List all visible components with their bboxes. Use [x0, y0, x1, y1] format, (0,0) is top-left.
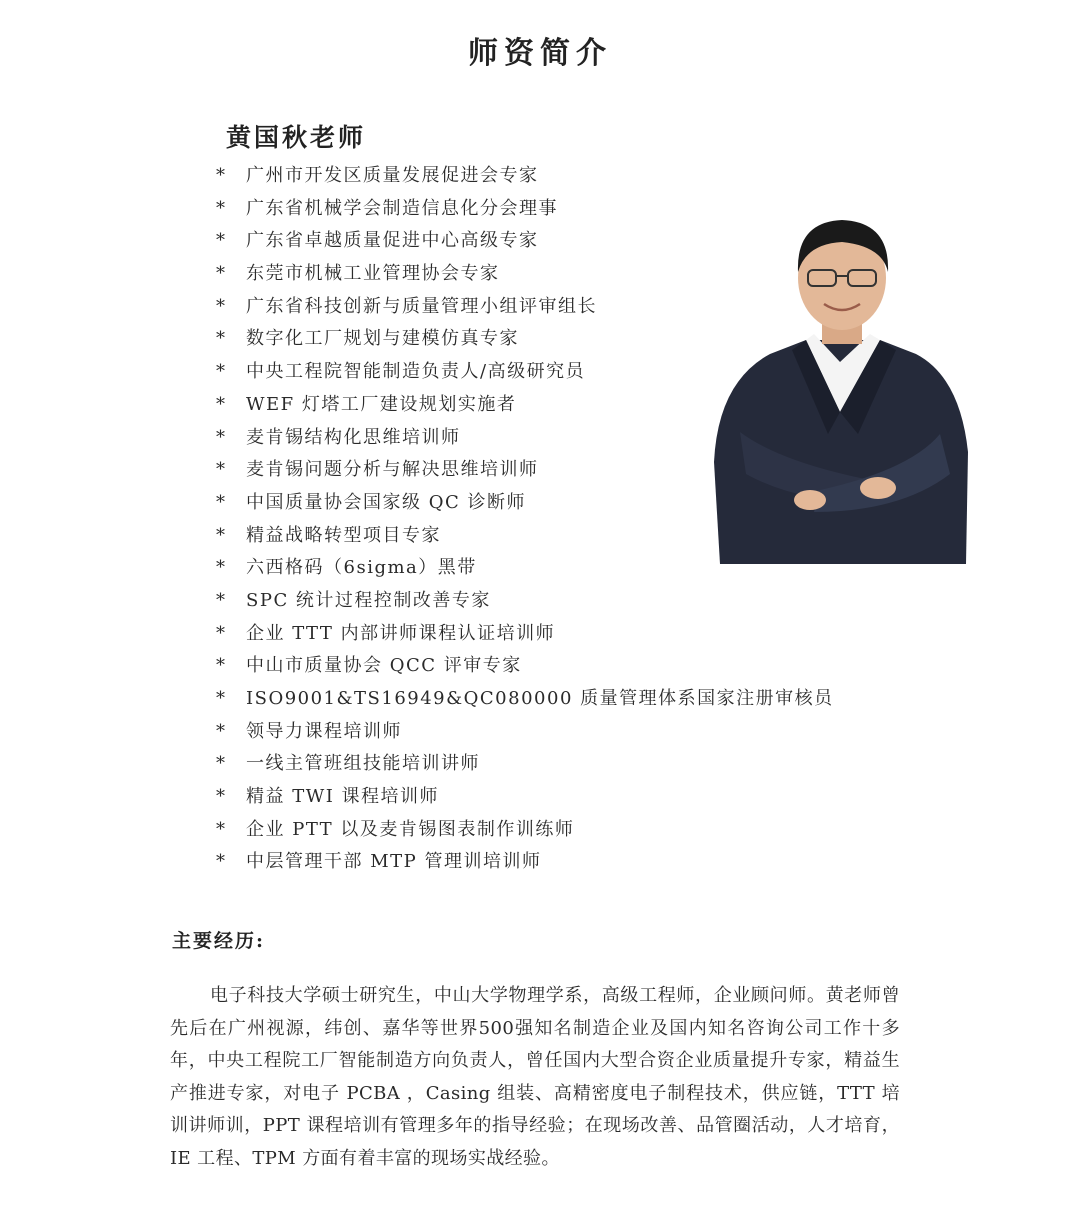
- asterisk-bullet-icon: *: [216, 295, 227, 317]
- asterisk-bullet-icon: *: [216, 328, 227, 350]
- experience-heading: 主要经历:: [172, 930, 266, 952]
- credential-item: [216, 814, 816, 847]
- asterisk-bullet-icon: *: [216, 361, 227, 383]
- credential-text: 精益 TWI 课程培训师: [246, 786, 440, 808]
- credential-text: SPC 统计过程控制改善专家: [246, 589, 491, 611]
- asterisk-bullet-icon: *: [216, 197, 227, 219]
- credential-text: 东莞市机械工业管理协会专家: [246, 263, 500, 285]
- teacher-name: 黄国秋老师: [226, 123, 367, 152]
- credential-text: 中国质量协会国家级 QC 诊断师: [246, 491, 526, 513]
- asterisk-bullet-icon: *: [216, 753, 227, 775]
- credential-text: 中山市质量协会 QCC 评审专家: [246, 655, 522, 677]
- asterisk-bullet-icon: *: [216, 589, 227, 611]
- credential-text: 六西格码（6sigma）黑带: [246, 557, 477, 579]
- hand-right: [794, 490, 826, 510]
- credential-text: 广东省科技创新与质量管理小组评审组长: [246, 295, 597, 317]
- credential-item: [216, 716, 816, 749]
- credential-item: [216, 846, 816, 879]
- asterisk-bullet-icon: *: [216, 851, 227, 873]
- credential-text: 中央工程院智能制造负责人/高级研究员: [246, 361, 586, 383]
- experience-bio: 电子科技大学硕士研究生，中山大学物理学系，高级工程师，企业顾问师。黄老师曾先后在广州视源，纬创、嘉华等世界500强知名制造企业及国内知名咨询公司工作十多年，中央工程院工厂智能制造方向负责人，曾任国内大型合资企业质量提升专家，精益生产推进专家，对电子 PCBA ，Casing 组装、高精密度电子制程技术，供应链，TTT 培训讲师训，PPT 课程培训有管理多年的指导经验；在现场改善、品管圈活动，人才培育，IE 工程、TPM 方面有着丰富的现场实战经验。: [170, 985, 900, 1169]
- credential-text: 领导力课程培训师: [246, 720, 402, 742]
- asterisk-bullet-icon: *: [216, 720, 227, 742]
- credential-text: 精益战略转型项目专家: [246, 524, 441, 546]
- asterisk-bullet-icon: *: [216, 230, 227, 252]
- credential-text: 中层管理干部 MTP 管理训培训师: [246, 851, 542, 873]
- credential-text: 企业 TTT 内部讲师课程认证培训师: [246, 622, 556, 644]
- asterisk-bullet-icon: *: [216, 393, 227, 415]
- asterisk-bullet-icon: *: [216, 688, 227, 709]
- asterisk-bullet-icon: *: [216, 426, 227, 448]
- credential-text: 数字化工厂规划与建模仿真专家: [246, 328, 519, 350]
- credential-item: [216, 618, 816, 651]
- asterisk-bullet-icon: *: [216, 491, 227, 513]
- credential-text: 一线主管班组技能培训讲师: [246, 753, 480, 775]
- asterisk-bullet-icon: *: [216, 524, 227, 546]
- credential-item: [216, 683, 834, 716]
- credential-text: 麦肯锡结构化思维培训师: [246, 426, 461, 448]
- credential-text: ISO9001&TS16949&QC080000 质量管理体系国家注册审核员: [246, 688, 834, 709]
- asterisk-bullet-icon: *: [216, 263, 227, 285]
- asterisk-bullet-icon: *: [216, 622, 227, 644]
- teacher-portrait: [710, 212, 972, 564]
- credential-text: 企业 PTT 以及麦肯锡图表制作训练师: [246, 818, 575, 840]
- asterisk-bullet-icon: *: [216, 786, 227, 808]
- credential-text: 广东省机械学会制造信息化分会理事: [246, 197, 558, 219]
- credential-item: [216, 650, 816, 683]
- credential-item: [216, 585, 816, 618]
- asterisk-bullet-icon: *: [216, 557, 227, 579]
- hand-left: [860, 477, 896, 499]
- asterisk-bullet-icon: *: [216, 818, 227, 840]
- credential-item: [216, 748, 816, 781]
- credential-text: 麦肯锡问题分析与解决思维培训师: [246, 459, 539, 481]
- credential-item: [216, 781, 816, 814]
- asterisk-bullet-icon: *: [216, 459, 227, 481]
- credential-text: 广东省卓越质量促进中心高级专家: [246, 230, 539, 252]
- asterisk-bullet-icon: *: [216, 165, 227, 186]
- asterisk-bullet-icon: *: [216, 655, 227, 677]
- credential-item: [216, 160, 816, 193]
- credential-text: WEF 灯塔工厂建设规划实施者: [246, 393, 517, 415]
- credential-text: 广州市开发区质量发展促进会专家: [246, 165, 539, 186]
- page-title: 师资简介: [468, 36, 612, 71]
